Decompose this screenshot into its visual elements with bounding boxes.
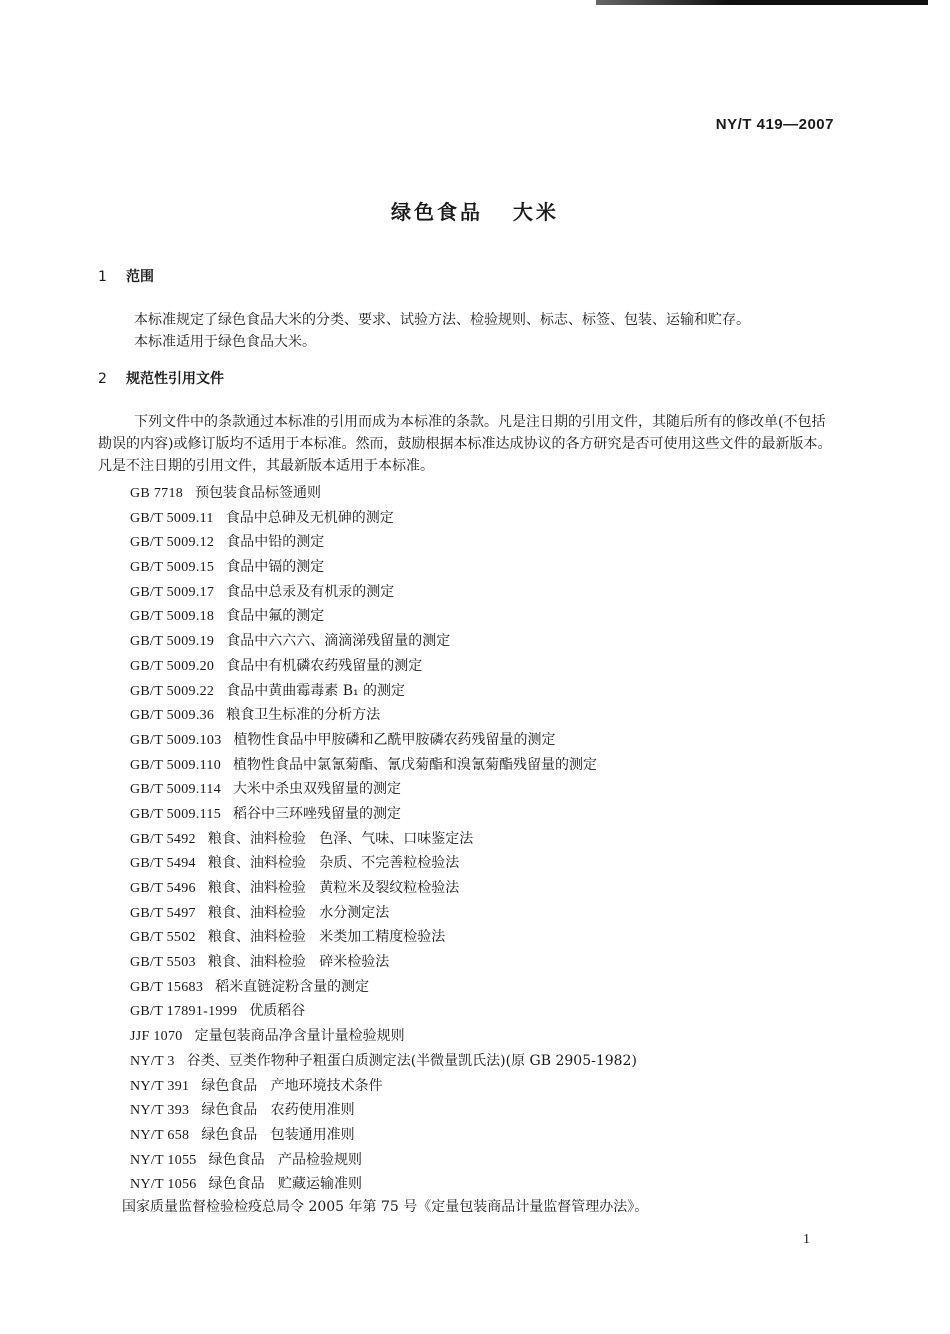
reference-code: NY/T 3 (130, 1053, 175, 1069)
reference-item (130, 802, 830, 827)
reference-code: GB/T 5496 (130, 881, 196, 896)
reference-item (130, 827, 830, 852)
reference-code: GB 7718 (130, 486, 184, 501)
reference-title: 绿色食品 产地环境技术条件 (201, 1077, 383, 1094)
reference-item (130, 481, 830, 506)
reference-title: 粮食、油料检验 水分测定法 (207, 904, 390, 921)
reference-item (130, 1148, 830, 1173)
reference-item (130, 506, 830, 531)
reference-title: 食品中铅的测定 (226, 534, 325, 551)
reference-item (130, 876, 830, 901)
reference-title: 预包装食品标签通则 (195, 485, 322, 501)
reference-item (130, 753, 830, 778)
reference-code: GB/T 5492 (130, 831, 196, 847)
reference-title: 大米中杀虫双残留量的测定 (233, 781, 402, 798)
reference-code: NY/T 1055 (130, 1152, 197, 1168)
section-1-number: 1 (98, 269, 107, 285)
reference-code: GB/T 5009.11 (130, 510, 214, 526)
reference-item (130, 530, 830, 555)
reference-item (130, 580, 830, 605)
reference-item (130, 1098, 830, 1123)
reference-item (130, 604, 830, 629)
page-number: 1 (803, 1232, 810, 1247)
section-1-heading (98, 266, 154, 286)
reference-item (130, 1049, 830, 1074)
reference-item (130, 851, 830, 876)
reference-item (130, 629, 830, 654)
reference-code: GB/T 5009.36 (130, 708, 215, 724)
reference-title: 绿色食品 包装通用准则 (201, 1126, 355, 1143)
reference-title: 粮食、油料检验 黄粒米及裂纹粒检验法 (207, 880, 460, 896)
reference-item (130, 777, 830, 802)
section-2-number: 2 (98, 371, 107, 387)
reference-item (130, 728, 830, 753)
reference-title: 谷类、豆类作物种子粗蛋白质测定法(半微量凯氏法)(原 GB 2905-1982) (186, 1052, 637, 1069)
reference-code: GB/T 5494 (130, 856, 196, 872)
reference-code: GB/T 5503 (130, 955, 196, 971)
section-2-heading (98, 368, 224, 388)
reference-code: GB/T 5502 (130, 930, 196, 946)
reference-title: 食品中有机磷农药残留量的测定 (226, 657, 423, 674)
reference-title: 粮食、油料检验 杂质、不完善粒检验法 (207, 855, 460, 872)
reference-item (130, 1172, 830, 1197)
standard-number: NY/T 419—2007 (715, 116, 834, 133)
reference-title: 定量包装商品净含量计量检验规则 (194, 1028, 405, 1045)
reference-item (130, 1123, 830, 1148)
reference-title: 粮食卫生标准的分析方法 (226, 707, 381, 724)
reference-item (130, 999, 830, 1024)
reference-title: 粮食、油料检验 米类加工精度检验法 (207, 929, 446, 946)
reference-code: GB/T 5009.110 (130, 757, 222, 773)
reference-title: 食品中黄曲霉毒素 B₁ 的测定 (226, 682, 406, 699)
reference-code: NY/T 393 (130, 1103, 190, 1119)
reference-code: GB/T 5009.17 (130, 584, 215, 600)
reference-item (130, 555, 830, 580)
reference-code: GB/T 5009.114 (130, 782, 222, 798)
document-title: 绿色食品 大米 (391, 200, 559, 224)
reference-code: JJF 1070 (130, 1029, 183, 1045)
reference-code: GB/T 5009.103 (130, 732, 222, 748)
reference-code: GB/T 5009.19 (130, 634, 215, 650)
reference-item (130, 901, 830, 926)
reference-title: 粮食、油料检验 色泽、气味、口味鉴定法 (207, 830, 474, 847)
reference-title: 稻谷中三环唑残留量的测定 (233, 805, 402, 822)
reference-code: NY/T 658 (130, 1127, 190, 1143)
top-rule (596, 0, 928, 5)
reference-title: 绿色食品 贮藏运输准则 (208, 1176, 362, 1193)
reference-code: GB/T 5009.15 (130, 560, 215, 576)
reference-title: 植物性食品中甲胺磷和乙酰甲胺磷农药残留量的测定 (233, 731, 556, 748)
reference-code: GB/T 5497 (130, 905, 196, 921)
section-2-title: 规范性引用文件 (126, 371, 224, 387)
reference-list (130, 481, 830, 1197)
reference-code: GB/T 5009.22 (130, 683, 215, 699)
reference-title: 绿色食品 农药使用准则 (201, 1102, 355, 1119)
reference-item (130, 1074, 830, 1099)
reference-title: 稻米直链淀粉含量的测定 (215, 978, 370, 995)
reference-code: GB/T 15683 (130, 979, 204, 995)
reference-item (130, 703, 830, 728)
reference-item (130, 950, 830, 975)
reference-title: 植物性食品中氯氰菊酯、氰戊菊酯和溴氰菊酯残留量的测定 (233, 756, 598, 773)
reference-title: 优质稻谷 (249, 1003, 306, 1020)
reference-title: 食品中六六六、滴滴涕残留量的测定 (226, 633, 451, 650)
reference-title: 绿色食品 产品检验规则 (208, 1151, 362, 1168)
section-1-title: 范围 (126, 269, 154, 285)
reference-item (130, 654, 830, 679)
reference-title: 食品中镉的测定 (226, 559, 325, 576)
reference-code: GB/T 17891-1999 (130, 1004, 238, 1020)
reference-title: 食品中总汞及有机汞的测定 (226, 583, 395, 600)
reference-code: GB/T 5009.115 (130, 806, 222, 822)
reference-code: GB/T 5009.18 (130, 609, 215, 625)
reference-item (130, 975, 830, 1000)
reference-title: 粮食、油料检验 碎米检验法 (207, 954, 390, 971)
reference-code: GB/T 5009.12 (130, 535, 215, 551)
decree-reference: 国家质量监督检验检疫总局令 2005 年第 75 号《定量包装商品计量监督管理办法》。 (122, 1199, 649, 1215)
section-1-paragraph-2: 本标准适用于绿色食品大米。 (134, 334, 316, 350)
section-2-paragraph-1: 下列文件中的条款通过本标准的引用而成为本标准的条款。凡是注日期的引用文件，其随后所有的修改单(不包括勘误的内容)或修订版均不适用于本标准。然而，鼓励根据本标准达成协议的各方研究是否可使用这些文件的最新版本。凡是不注日期的引用文件，其最新版本适用于本标准。 (98, 414, 832, 474)
reference-item (130, 1024, 830, 1049)
reference-code: NY/T 391 (130, 1078, 190, 1094)
reference-title: 食品中总砷及无机砷的测定 (225, 509, 394, 526)
reference-item (130, 679, 830, 704)
reference-title: 食品中氟的测定 (226, 608, 325, 625)
reference-code: NY/T 1056 (130, 1177, 197, 1193)
section-1-paragraph-1: 本标准规定了绿色食品大米的分类、要求、试验方法、检验规则、标志、标签、包装、运输和贮存。 (134, 312, 750, 328)
reference-item (130, 925, 830, 950)
reference-code: GB/T 5009.20 (130, 658, 215, 674)
